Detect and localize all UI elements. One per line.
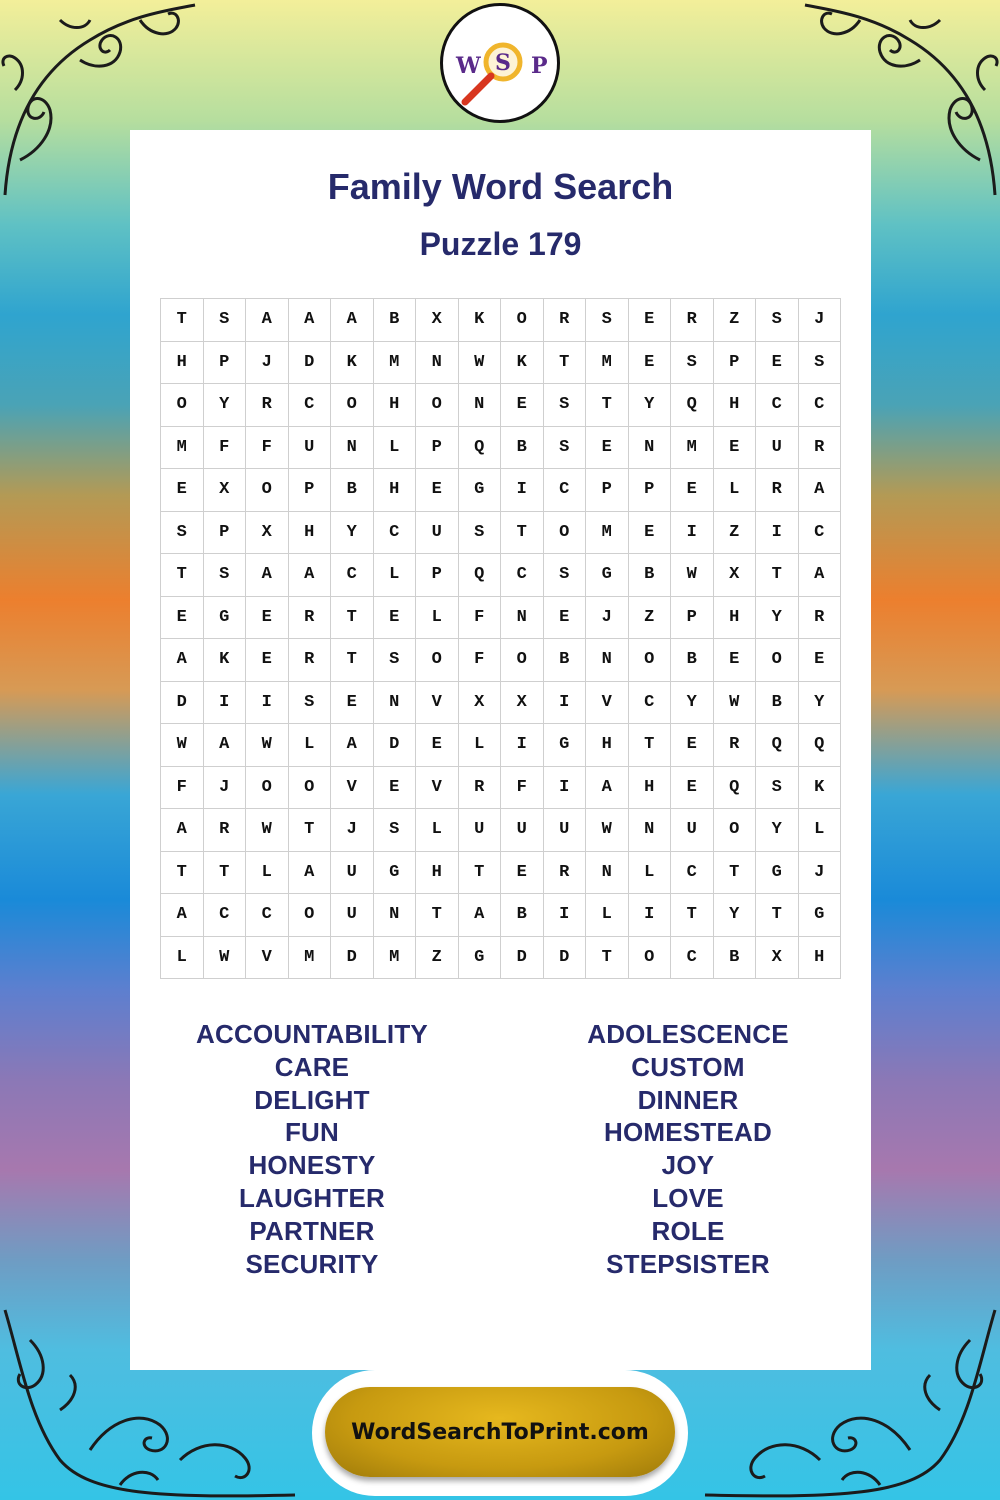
grid-cell[interactable]: L: [246, 852, 289, 895]
grid-cell[interactable]: M: [374, 342, 417, 385]
grid-cell[interactable]: W: [161, 724, 204, 767]
grid-cell[interactable]: S: [671, 342, 714, 385]
grid-cell[interactable]: A: [161, 639, 204, 682]
grid-cell[interactable]: A: [331, 299, 374, 342]
footer-site-link[interactable]: WordSearchToPrint.com: [351, 1419, 649, 1445]
grid-cell[interactable]: G: [799, 894, 842, 937]
grid-cell[interactable]: I: [246, 682, 289, 725]
grid-cell[interactable]: P: [416, 554, 459, 597]
grid-cell[interactable]: B: [331, 469, 374, 512]
grid-cell[interactable]: Y: [204, 384, 247, 427]
grid-cell[interactable]: C: [501, 554, 544, 597]
grid-cell[interactable]: P: [204, 512, 247, 555]
grid-cell[interactable]: R: [756, 469, 799, 512]
grid-cell[interactable]: C: [629, 682, 672, 725]
grid-cell[interactable]: X: [714, 554, 757, 597]
grid-cell[interactable]: W: [246, 809, 289, 852]
grid-cell[interactable]: M: [586, 342, 629, 385]
grid-cell[interactable]: R: [246, 384, 289, 427]
grid-cell[interactable]: S: [374, 639, 417, 682]
word-list-item: DINNER: [637, 1084, 739, 1115]
grid-cell[interactable]: G: [204, 597, 247, 640]
grid-cell[interactable]: T: [331, 639, 374, 682]
grid-cell[interactable]: N: [459, 384, 502, 427]
puzzle-card: [130, 130, 871, 1370]
grid-cell[interactable]: R: [289, 639, 332, 682]
word-list-item: ADOLESCENCE: [587, 1019, 789, 1049]
grid-cell[interactable]: C: [544, 469, 587, 512]
grid-cell[interactable]: I: [501, 469, 544, 512]
grid-cell[interactable]: T: [671, 894, 714, 937]
grid-cell[interactable]: E: [161, 597, 204, 640]
grid-cell[interactable]: H: [289, 512, 332, 555]
grid-cell[interactable]: B: [544, 639, 587, 682]
grid-cell[interactable]: T: [586, 937, 629, 980]
grid-cell[interactable]: O: [756, 639, 799, 682]
grid-cell[interactable]: H: [629, 767, 672, 810]
grid-cell[interactable]: E: [671, 724, 714, 767]
grid-cell[interactable]: T: [161, 554, 204, 597]
grid-cell[interactable]: S: [544, 384, 587, 427]
grid-cell[interactable]: O: [629, 639, 672, 682]
grid-cell[interactable]: T: [714, 852, 757, 895]
grid-cell[interactable]: T: [416, 894, 459, 937]
grid-cell[interactable]: C: [289, 384, 332, 427]
grid-cell[interactable]: O: [289, 894, 332, 937]
grid-cell[interactable]: P: [416, 427, 459, 470]
word-list-item: CUSTOM: [631, 1051, 745, 1082]
grid-cell[interactable]: H: [714, 384, 757, 427]
puzzle-number: Puzzle 179: [419, 226, 582, 262]
grid-cell[interactable]: Q: [459, 554, 502, 597]
grid-cell[interactable]: J: [799, 852, 842, 895]
grid-cell[interactable]: X: [501, 682, 544, 725]
logo-letter-p: P: [531, 53, 548, 79]
grid-cell[interactable]: S: [586, 299, 629, 342]
grid-cell[interactable]: E: [501, 384, 544, 427]
grid-cell[interactable]: N: [586, 639, 629, 682]
grid-cell[interactable]: E: [416, 724, 459, 767]
grid-cell[interactable]: N: [629, 427, 672, 470]
word-list-right: [538, 1018, 838, 1280]
grid-cell[interactable]: O: [501, 299, 544, 342]
grid-cell[interactable]: L: [416, 597, 459, 640]
grid-cell[interactable]: N: [586, 852, 629, 895]
grid-cell[interactable]: E: [756, 342, 799, 385]
grid-cell[interactable]: T: [501, 512, 544, 555]
grid-cell[interactable]: D: [374, 724, 417, 767]
grid-cell[interactable]: Y: [756, 597, 799, 640]
grid-cell[interactable]: T: [161, 299, 204, 342]
grid-cell[interactable]: N: [374, 894, 417, 937]
grid-cell[interactable]: A: [586, 767, 629, 810]
grid-cell[interactable]: S: [161, 512, 204, 555]
grid-cell[interactable]: O: [629, 937, 672, 980]
grid-cell[interactable]: L: [161, 937, 204, 980]
grid-cell[interactable]: A: [204, 724, 247, 767]
grid-cell[interactable]: E: [671, 767, 714, 810]
grid-cell[interactable]: H: [416, 852, 459, 895]
grid-cell[interactable]: P: [714, 342, 757, 385]
grid-cell[interactable]: R: [289, 597, 332, 640]
grid-cell[interactable]: A: [331, 724, 374, 767]
grid-cell[interactable]: D: [501, 937, 544, 980]
grid-cell[interactable]: T: [629, 724, 672, 767]
grid-cell[interactable]: H: [374, 384, 417, 427]
grid-cell[interactable]: R: [544, 299, 587, 342]
grid-cell[interactable]: B: [629, 554, 672, 597]
grid-cell[interactable]: E: [671, 469, 714, 512]
grid-cell[interactable]: U: [671, 809, 714, 852]
word-list-item: ACCOUNTABILITY: [196, 1019, 428, 1049]
grid-cell[interactable]: H: [374, 469, 417, 512]
grid-cell[interactable]: U: [544, 809, 587, 852]
grid-cell[interactable]: U: [501, 809, 544, 852]
grid-cell[interactable]: T: [459, 852, 502, 895]
grid-cell[interactable]: S: [544, 554, 587, 597]
grid-cell[interactable]: E: [246, 639, 289, 682]
grid-cell[interactable]: I: [671, 512, 714, 555]
grid-cell[interactable]: H: [799, 937, 842, 980]
grid-cell[interactable]: B: [756, 682, 799, 725]
grid-cell[interactable]: E: [246, 597, 289, 640]
wsp-logo[interactable]: [440, 3, 560, 123]
grid-cell[interactable]: G: [586, 554, 629, 597]
grid-cell[interactable]: N: [629, 809, 672, 852]
grid-cell[interactable]: R: [671, 299, 714, 342]
grid-cell[interactable]: I: [501, 724, 544, 767]
grid-cell[interactable]: Q: [459, 427, 502, 470]
word-list-item: LAUGHTER: [238, 1182, 386, 1213]
grid-cell[interactable]: P: [586, 469, 629, 512]
grid-cell[interactable]: E: [714, 639, 757, 682]
footer-button[interactable]: [325, 1387, 675, 1477]
grid-cell[interactable]: S: [544, 427, 587, 470]
word-list-item: CARE: [274, 1051, 350, 1082]
grid-cell[interactable]: T: [204, 852, 247, 895]
grid-cell[interactable]: K: [799, 767, 842, 810]
grid-cell[interactable]: N: [501, 597, 544, 640]
grid-cell[interactable]: E: [544, 597, 587, 640]
grid-cell[interactable]: V: [246, 937, 289, 980]
grid-cell[interactable]: I: [544, 682, 587, 725]
grid-cell[interactable]: C: [374, 512, 417, 555]
grid-cell[interactable]: S: [374, 809, 417, 852]
grid-cell[interactable]: U: [459, 809, 502, 852]
grid-cell[interactable]: L: [799, 809, 842, 852]
grid-cell[interactable]: A: [161, 894, 204, 937]
grid-cell[interactable]: X: [459, 682, 502, 725]
grid-cell[interactable]: I: [204, 682, 247, 725]
grid-cell[interactable]: M: [671, 427, 714, 470]
grid-cell[interactable]: X: [204, 469, 247, 512]
grid-cell[interactable]: A: [459, 894, 502, 937]
grid-cell[interactable]: K: [331, 342, 374, 385]
grid-cell[interactable]: R: [799, 427, 842, 470]
grid-cell[interactable]: A: [246, 299, 289, 342]
grid-cell[interactable]: E: [629, 299, 672, 342]
grid-cell[interactable]: D: [331, 937, 374, 980]
grid-cell[interactable]: V: [416, 682, 459, 725]
grid-cell[interactable]: O: [544, 512, 587, 555]
grid-cell[interactable]: A: [289, 299, 332, 342]
grid-cell[interactable]: F: [161, 767, 204, 810]
grid-cell[interactable]: A: [246, 554, 289, 597]
grid-cell[interactable]: W: [714, 682, 757, 725]
grid-cell[interactable]: B: [714, 937, 757, 980]
grid-cell[interactable]: C: [331, 554, 374, 597]
grid-cell[interactable]: O: [416, 384, 459, 427]
grid-cell[interactable]: Y: [629, 384, 672, 427]
grid-cell[interactable]: J: [246, 342, 289, 385]
word-list-item: HOMESTEAD: [604, 1117, 772, 1148]
grid-cell[interactable]: W: [671, 554, 714, 597]
grid-cell[interactable]: R: [799, 597, 842, 640]
grid-cell[interactable]: O: [331, 384, 374, 427]
grid-cell[interactable]: M: [161, 427, 204, 470]
grid-cell[interactable]: O: [246, 767, 289, 810]
grid-cell[interactable]: P: [629, 469, 672, 512]
grid-cell[interactable]: E: [416, 469, 459, 512]
grid-cell[interactable]: Q: [714, 767, 757, 810]
page-title: Family Word Search: [327, 166, 674, 207]
grid-cell[interactable]: S: [799, 342, 842, 385]
grid-cell[interactable]: M: [586, 512, 629, 555]
grid-cell[interactable]: J: [799, 299, 842, 342]
grid-cell[interactable]: A: [799, 554, 842, 597]
grid-cell[interactable]: X: [246, 512, 289, 555]
grid-cell[interactable]: W: [204, 937, 247, 980]
grid-cell[interactable]: L: [459, 724, 502, 767]
grid-cell[interactable]: R: [204, 809, 247, 852]
grid-cell[interactable]: E: [629, 512, 672, 555]
grid-cell[interactable]: G: [459, 937, 502, 980]
word-list-item: SECURITY: [245, 1248, 379, 1279]
grid-cell[interactable]: I: [544, 894, 587, 937]
grid-cell[interactable]: A: [161, 809, 204, 852]
grid-cell[interactable]: L: [714, 469, 757, 512]
word-list-item: ROLE: [651, 1215, 725, 1246]
word-list-item: FUN: [284, 1117, 340, 1148]
grid-cell[interactable]: L: [374, 427, 417, 470]
logo-letter-w: W: [456, 53, 481, 79]
grid-cell[interactable]: W: [459, 342, 502, 385]
grid-cell[interactable]: V: [331, 767, 374, 810]
grid-cell[interactable]: I: [756, 512, 799, 555]
grid-cell[interactable]: F: [459, 597, 502, 640]
grid-cell[interactable]: T: [756, 894, 799, 937]
grid-cell[interactable]: T: [161, 852, 204, 895]
grid-cell[interactable]: E: [799, 639, 842, 682]
grid-cell[interactable]: D: [161, 682, 204, 725]
grid-cell[interactable]: H: [161, 342, 204, 385]
grid-cell[interactable]: X: [416, 299, 459, 342]
grid-cell[interactable]: I: [544, 767, 587, 810]
grid-cell[interactable]: N: [374, 682, 417, 725]
grid-cell[interactable]: U: [331, 852, 374, 895]
grid-cell[interactable]: P: [204, 342, 247, 385]
grid-cell[interactable]: Y: [799, 682, 842, 725]
grid-cell[interactable]: T: [289, 809, 332, 852]
grid-cell[interactable]: E: [331, 682, 374, 725]
grid-cell[interactable]: S: [756, 767, 799, 810]
grid-cell[interactable]: O: [416, 639, 459, 682]
grid-cell[interactable]: L: [374, 554, 417, 597]
grid-cell[interactable]: K: [459, 299, 502, 342]
grid-cell[interactable]: L: [416, 809, 459, 852]
grid-cell[interactable]: P: [289, 469, 332, 512]
grid-cell[interactable]: U: [756, 427, 799, 470]
grid-cell[interactable]: B: [501, 894, 544, 937]
grid-cell[interactable]: E: [714, 427, 757, 470]
grid-cell[interactable]: T: [544, 342, 587, 385]
grid-cell[interactable]: L: [629, 852, 672, 895]
grid-cell[interactable]: M: [374, 937, 417, 980]
grid-cell[interactable]: M: [289, 937, 332, 980]
grid-cell[interactable]: F: [246, 427, 289, 470]
grid-cell[interactable]: C: [204, 894, 247, 937]
grid-cell[interactable]: E: [161, 469, 204, 512]
grid-cell[interactable]: K: [204, 639, 247, 682]
grid-cell[interactable]: O: [714, 809, 757, 852]
word-list-item: LOVE: [652, 1182, 724, 1213]
grid-cell[interactable]: Z: [416, 937, 459, 980]
grid-cell[interactable]: E: [374, 767, 417, 810]
grid-cell[interactable]: C: [246, 894, 289, 937]
grid-cell[interactable]: A: [289, 852, 332, 895]
grid-cell[interactable]: O: [289, 767, 332, 810]
grid-cell[interactable]: S: [756, 299, 799, 342]
grid-cell[interactable]: J: [204, 767, 247, 810]
grid-cell[interactable]: Y: [331, 512, 374, 555]
grid-cell[interactable]: W: [246, 724, 289, 767]
grid-cell[interactable]: U: [331, 894, 374, 937]
grid-cell[interactable]: E: [629, 342, 672, 385]
grid-cell[interactable]: A: [289, 554, 332, 597]
word-list-item: PARTNER: [249, 1215, 375, 1246]
magnifier-icon: [443, 6, 557, 120]
grid-cell[interactable]: U: [289, 427, 332, 470]
grid-cell[interactable]: V: [416, 767, 459, 810]
grid-cell[interactable]: Q: [799, 724, 842, 767]
grid-cell[interactable]: S: [459, 512, 502, 555]
grid-cell[interactable]: H: [586, 724, 629, 767]
word-list-left: [162, 1018, 462, 1280]
word-list-item: HONESTY: [248, 1150, 376, 1181]
grid-cell[interactable]: P: [671, 597, 714, 640]
grid-cell[interactable]: L: [586, 894, 629, 937]
grid-cell[interactable]: F: [501, 767, 544, 810]
grid-cell[interactable]: H: [714, 597, 757, 640]
grid-cell[interactable]: U: [416, 512, 459, 555]
grid-cell[interactable]: N: [331, 427, 374, 470]
grid-cell[interactable]: B: [374, 299, 417, 342]
grid-cell[interactable]: W: [586, 809, 629, 852]
grid-cell[interactable]: R: [714, 724, 757, 767]
grid-cell[interactable]: F: [204, 427, 247, 470]
grid-cell[interactable]: F: [459, 639, 502, 682]
grid-cell[interactable]: E: [501, 852, 544, 895]
grid-cell[interactable]: I: [629, 894, 672, 937]
grid-cell[interactable]: Y: [671, 682, 714, 725]
grid-cell[interactable]: G: [459, 469, 502, 512]
grid-cell[interactable]: O: [161, 384, 204, 427]
grid-cell[interactable]: Z: [629, 597, 672, 640]
grid-cell[interactable]: T: [756, 554, 799, 597]
grid-cell[interactable]: Y: [756, 809, 799, 852]
grid-cell[interactable]: S: [204, 299, 247, 342]
grid-cell[interactable]: C: [671, 852, 714, 895]
grid-cell[interactable]: G: [374, 852, 417, 895]
grid-cell[interactable]: N: [416, 342, 459, 385]
grid-cell[interactable]: E: [586, 427, 629, 470]
grid-cell[interactable]: T: [331, 597, 374, 640]
grid-cell[interactable]: D: [289, 342, 332, 385]
grid-cell[interactable]: S: [204, 554, 247, 597]
grid-cell[interactable]: G: [544, 724, 587, 767]
grid-cell[interactable]: C: [671, 937, 714, 980]
grid-cell[interactable]: Z: [714, 299, 757, 342]
logo-letter-s: S: [495, 50, 511, 76]
grid-cell[interactable]: J: [331, 809, 374, 852]
grid-cell[interactable]: G: [756, 852, 799, 895]
grid-cell[interactable]: E: [374, 597, 417, 640]
grid-cell[interactable]: J: [586, 597, 629, 640]
grid-cell[interactable]: Q: [756, 724, 799, 767]
grid-cell[interactable]: C: [799, 384, 842, 427]
grid-cell[interactable]: V: [586, 682, 629, 725]
grid-cell[interactable]: C: [799, 512, 842, 555]
grid-cell[interactable]: R: [459, 767, 502, 810]
grid-cell[interactable]: C: [756, 384, 799, 427]
word-list-item: DELIGHT: [254, 1084, 370, 1115]
grid-cell[interactable]: K: [501, 342, 544, 385]
grid-cell[interactable]: B: [671, 639, 714, 682]
grid-cell[interactable]: D: [544, 937, 587, 980]
grid-cell[interactable]: L: [289, 724, 332, 767]
grid-cell[interactable]: R: [544, 852, 587, 895]
letter-grid: [160, 298, 841, 979]
word-list-item: STEPSISTER: [606, 1248, 770, 1279]
grid-cell[interactable]: S: [289, 682, 332, 725]
grid-cell[interactable]: O: [246, 469, 289, 512]
grid-cell[interactable]: X: [756, 937, 799, 980]
grid-cell[interactable]: Y: [714, 894, 757, 937]
grid-cell[interactable]: Q: [671, 384, 714, 427]
grid-cell[interactable]: T: [586, 384, 629, 427]
word-list-item: JOY: [661, 1150, 715, 1181]
grid-cell[interactable]: Z: [714, 512, 757, 555]
grid-cell[interactable]: O: [501, 639, 544, 682]
grid-cell[interactable]: A: [799, 469, 842, 512]
grid-cell[interactable]: B: [501, 427, 544, 470]
